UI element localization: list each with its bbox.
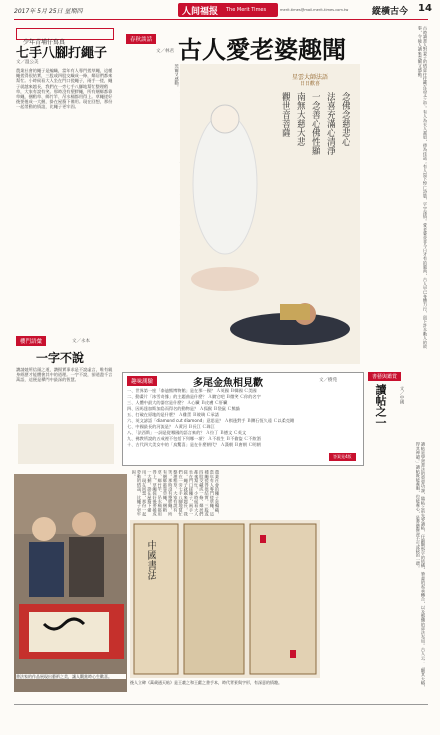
issue-date: 2017年 5月 25日 星期四	[14, 8, 83, 15]
column-tag-label: 少年青埔仔寫真	[23, 39, 66, 46]
calligraphy-photo-image	[14, 474, 127, 692]
poem-line: 觀世音菩薩	[280, 92, 290, 137]
photo-caption: 書法家的作品展現出藝術之美，讓人觀賞時心生歡喜。	[16, 674, 126, 679]
poem-line: 法喜充滿心清淨	[325, 92, 335, 155]
section-name: 縱橫古今	[372, 7, 409, 17]
center-author: 文／林君	[156, 49, 174, 54]
poem-heading: 星雲大師法語	[292, 74, 329, 81]
quiz-item: 八、「法西斯」一詞是從哪國的語言來的？ Ａ拉丁 Ｂ德文 Ｃ英文	[127, 430, 247, 435]
poem-line: 一念善心佛性顯	[310, 92, 320, 155]
right-body-top: 古時讀書人對妻子的情意往往藏在詩文之中。有人為夫人畫眉，傳為佳話；有人寫下悼亡詩篇，字字深情。愛老婆並非今日才有的風尚，古人早已身體力行，留下許多動人的故事，令後人讀來莞爾又感動。	[417, 26, 428, 349]
box2-title: 一字不說	[36, 351, 85, 365]
left-author: 文／溫公美	[16, 60, 39, 65]
poem-line: 念佛念慈悲心	[340, 92, 350, 146]
footer-rule	[14, 704, 428, 705]
right-author: 文／中國	[399, 386, 404, 404]
box2-tag-label: 櫻門語彙	[20, 339, 43, 345]
quiz-item: 九、佛教所說的五戒裡不包括下列哪一項？ Ａ不殺生 Ｂ不偷盜 Ｃ不飲酒	[127, 436, 261, 441]
center-article	[122, 26, 362, 366]
left-title: 七手八腳打繩子	[16, 46, 108, 61]
quiz-item: 四、因馬達加斯加島而得名的動物是？ Ａ狐猴 Ｂ袋鼠 Ｃ熊貓	[127, 406, 240, 411]
quiz-item: 七、中國最長的河流是？ Ａ黃河 Ｂ長江 Ｃ珠江	[127, 424, 215, 429]
quiz-answer-label: 答案見4版	[333, 454, 352, 459]
quiz-tag	[127, 376, 157, 386]
quiz-item: 一、世界第一座「泰迪熊博物館」是在那一國？ Ａ英國 Ｂ韓國 Ｃ美國	[127, 388, 257, 393]
calligraphy-text: 中國書法	[145, 540, 156, 580]
poem-line: 南無大慈大悲	[295, 92, 305, 146]
left-box2	[14, 336, 118, 468]
right-tag-label: 書藝與鑑賞	[372, 374, 398, 380]
bottom-images	[130, 520, 320, 678]
logo-en: The Merit Times	[226, 7, 267, 13]
quiz-item: 二、動畫片「冰雪奇緣」的主題曲是什麼？ Ａ隨它吧 Ｂ微笑 Ｃ你的名字	[127, 394, 261, 399]
quiz-item: 六、英文諺語「diamond cut diamond」意思是？ Ａ棋逢對手 Ｂ鑽石恆久遠 Ｃ以柔克剛	[127, 418, 295, 423]
right-tag	[368, 372, 401, 381]
quiz-item: 十、古代四大美女中的「鳥驚喜」是在什麼朝代？ Ａ漢朝 Ｂ唐朝 Ｃ明朝	[127, 442, 261, 447]
quiz-tag-label: 趣味測驗	[131, 379, 154, 385]
quiz-answer-tag	[329, 453, 356, 461]
masthead-rule	[14, 19, 428, 20]
middle-body: 農業社會的繩子是編織，當年有人專門搓草繩，這種繩搓得很結實，三股或四股交織成一條，鄰居們都來幫忙。小時候看大人坐在門口搓繩子，兩手一搓，繩子就越來越長，我們在一旁七手八腳地幫忙整理稻草，大家有說有笑。那時沒有塑膠繩，所有綑綁都靠草繩，捆稻草、綁竹竿、吊水桶都用得上。草繩搓好後要捲成一大捆，掛在屋簷下備用。現在回想，那份一起勞動的情誼，比繩子更牢固。	[132, 470, 220, 517]
quiz-item: 五、打破在原地的是什麼？ Ａ雞蛋 Ｂ玻璃 Ｃ承諾	[127, 412, 219, 417]
left-article	[14, 26, 118, 326]
center-title: 古人愛老婆趣聞	[178, 36, 346, 64]
right-article	[366, 372, 428, 702]
quiz-list	[127, 388, 359, 448]
website: merit.times@mail.merit-times.com.tw	[280, 8, 349, 12]
logo-cn: 人间福报	[182, 7, 219, 17]
center-body: 莞爾又感動。	[174, 64, 180, 90]
poem-sub: 日日歡喜	[300, 81, 321, 87]
box2-author: 文／永本	[72, 339, 90, 344]
box2-quote	[18, 424, 114, 464]
right-body: 讀帖是學習書法的重要功課，臨帖之前先要讀帖，仔細觀察字的結構、筆畫的起承轉合，以及整體的章法布局。古人云：「觀其大略，得其神韻。」讀帖既能養眼，也能養心，是書藝修習不可或缺的一環。	[415, 442, 426, 690]
right-title: 讀帖之一	[374, 384, 387, 428]
calligraphy-scrolls	[130, 520, 320, 678]
center-tag	[126, 34, 156, 44]
quiz-item: 三、人體中最大的器官是什麼？ Ａ心臟 Ｂ皮膚 Ｃ肝臟	[127, 400, 228, 405]
page-number: 14	[418, 3, 432, 14]
quiz-title: 多尾金魚相見歡	[193, 378, 263, 389]
quiz-author: 文／樹苑	[319, 378, 337, 383]
calligraphy-photo	[14, 474, 127, 692]
column-tag	[16, 28, 114, 46]
quiz-box	[122, 372, 364, 466]
bottom-caption: 後人立碑《萬歲通天帖》是王羲之和王獻之書手本，時代背景與字形，有深意的情趣。	[130, 680, 282, 685]
poem-block	[270, 92, 350, 232]
guanyin-illustration	[180, 64, 360, 364]
box2-tag	[16, 336, 46, 346]
left-body: 農業社會的繩子是編織，當年有人專門搓草繩，這種繩搓得很結實，三股或四股交織成一條，鄰居們都來幫忙。小時候看大人坐在門口搓繩子，兩手一搓，繩子就越來越長，我們在一旁七手八腳地幫忙整理稻草，大家有說有笑。那時沒有塑膠繩，所有綑綁都靠草繩，捆稻草、綁竹竿、吊水桶都用得上。草繩搓好後要捲成一大捆，掛在屋簷下備用。現在回想，那份一起勞動的情誼，比繩子更牢固。	[16, 68, 113, 110]
center-tag-label: 春秋談話	[130, 37, 153, 43]
box2-body: 讚請她所信頭之道，讚揚實事求是不說虛言，唯有親身經歷才能體會其中的道理。一字不說，卻道盡千言萬語，這便是禪門中最深的智慧。	[16, 367, 113, 383]
masthead-logo	[178, 3, 278, 17]
